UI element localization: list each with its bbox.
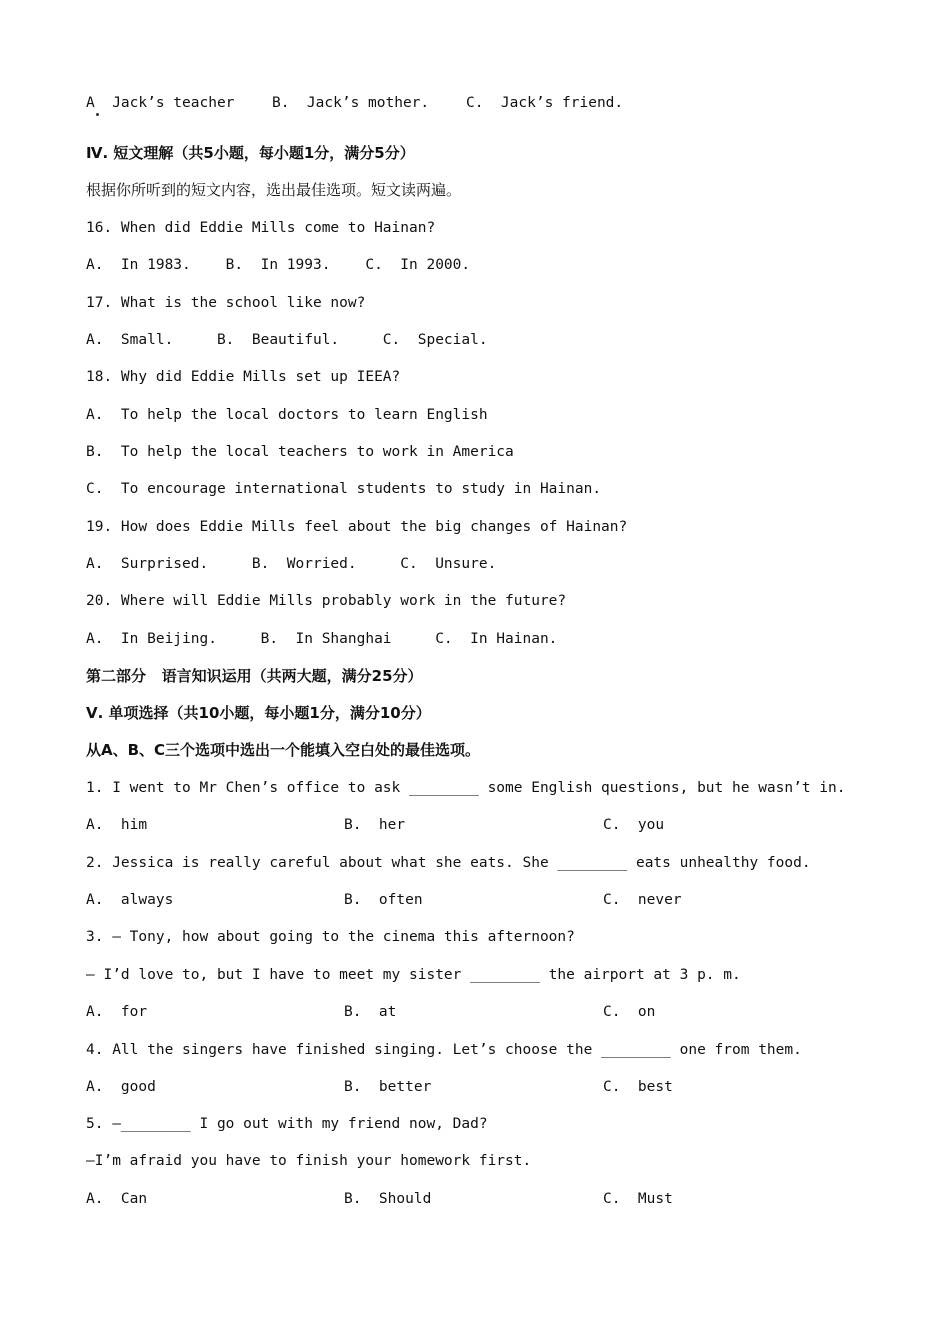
mc-4-option-c: C. best — [603, 1079, 673, 1095]
mc-question-5-line-2: —I’m afraid you have to finish your homework first. — [86, 1153, 532, 1169]
mc-question-4: 4. All the singers have finished singing. Let’s choose the ________ one from them. — [86, 1042, 802, 1058]
question-18: 18. Why did Eddie Mills set up IEEA? — [86, 369, 401, 385]
question-19: 19. How does Eddie Mills feel about the big changes of Hainan? — [86, 519, 628, 535]
question-18-option-a: A. To help the local doctors to learn English — [86, 407, 488, 423]
mc-5-option-b: B. Should — [344, 1191, 432, 1207]
mc-3-option-b: B. at — [344, 1004, 397, 1020]
mc-2-option-c: C. never — [603, 892, 682, 908]
mc-5-option-c: C. Must — [603, 1191, 673, 1207]
mc-question-5: 5. —________ I go out with my friend now, Dad? — [86, 1116, 488, 1132]
question-18-option-c: C. To encourage international students to study in Hainan. — [86, 481, 602, 497]
section-4-title: Ⅳ. 短文理解（共5小题，每小题1分，满分5分） — [86, 144, 415, 162]
mc-question-3-line-2: — I’d love to, but I have to meet my sister ________ the airport at 3 p. m. — [86, 967, 741, 983]
mc-question-2: 2. Jessica is really careful about what she eats. She ________ eats unhealthy food. — [86, 855, 811, 871]
mc-3-option-a: A. for — [86, 1004, 148, 1020]
question-17: 17. What is the school like now? — [86, 295, 366, 311]
mc-question-1: 1. I went to Mr Chen’s office to ask ________ some English questions, but he wasn’t in. — [86, 780, 846, 796]
bullet-dot — [96, 113, 99, 116]
mc-1-option-b: B. her — [344, 817, 406, 833]
mc-4-option-b: B. better — [344, 1079, 432, 1095]
section-4-instruction: 根据你所听到的短文内容，选出最佳选项。短文读两遍。 — [86, 181, 462, 199]
question-19-options: A. Surprised. B. Worried. C. Unsure. — [86, 556, 497, 572]
part-2-title: 第二部分 语言知识运用（共两大题，满分25分） — [86, 667, 423, 685]
mc-2-option-a: A. always — [86, 892, 174, 908]
section-5-instruction: 从A、B、C三个选项中选出一个能填入空白处的最佳选项。 — [86, 741, 481, 759]
question-16-options: A. In 1983. B. In 1993. C. In 2000. — [86, 257, 471, 273]
mc-5-option-a: A. Can — [86, 1191, 148, 1207]
mc-1-option-a: A. him — [86, 817, 148, 833]
mc-4-option-a: A. good — [86, 1079, 156, 1095]
mc-question-3: 3. — Tony, how about going to the cinema this afternoon? — [86, 929, 575, 945]
question-17-options: A. Small. B. Beautiful. C. Special. — [86, 332, 488, 348]
question-18-option-b: B. To help the local teachers to work in America — [86, 444, 514, 460]
question-20-options: A. In Beijing. B. In Shanghai C. In Hainan. — [86, 631, 558, 647]
mc-2-option-b: B. often — [344, 892, 423, 908]
option-b-prev: B. Jack’s mother. — [272, 95, 430, 111]
option-a-prev: A Jack’s teacher — [86, 95, 235, 111]
option-c-prev: C. Jack’s friend. — [466, 95, 624, 111]
mc-3-option-c: C. on — [603, 1004, 656, 1020]
mc-1-option-c: C. you — [603, 817, 665, 833]
question-20: 20. Where will Eddie Mills probably work in the future? — [86, 593, 567, 609]
section-5-title: Ⅴ. 单项选择（共10小题，每小题1分，满分10分） — [86, 704, 431, 722]
question-16: 16. When did Eddie Mills come to Hainan? — [86, 220, 436, 236]
